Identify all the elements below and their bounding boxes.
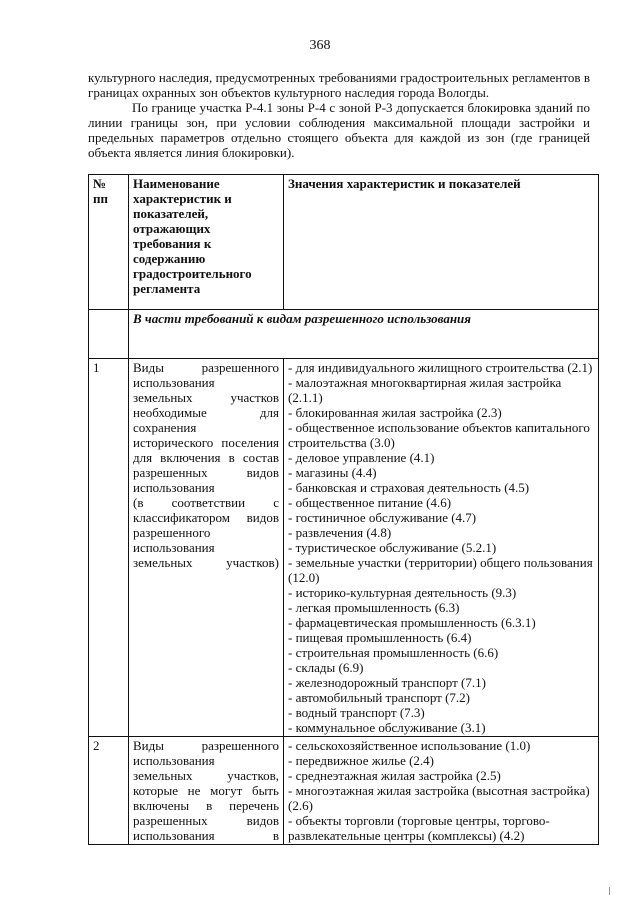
value-item: - туристическое обслуживание (5.2.1) [288, 540, 497, 555]
header-values: Значения характеристик и показателей [284, 175, 599, 310]
row-name-line: использования [133, 480, 215, 495]
value-item: - водный транспорт (7.3) [288, 705, 425, 720]
value-item: - деловое управление (4.1) [288, 450, 435, 465]
row-name-line: включены в перечень [133, 798, 279, 813]
value-item: - магазины (4.4) [288, 465, 377, 480]
value-item: - для индивидуального жилищного строительства (2.1) [288, 360, 593, 375]
section-row [89, 310, 599, 359]
section-title: В части требований к видам разрешенного использования [129, 310, 599, 359]
value-item: - передвижное жилье (2.4) [288, 753, 435, 768]
row-values [284, 737, 599, 845]
intro-paragraph-2: По границе участка Р-4.1 зоны Р-4 с зоной Р-3 допускается блокировка зданий по линии границы зон, при условии соблюдения максимальной площади застройки и предельных параметров отдельно стоящего объекта для каждой из зон (где границей объекта является линия блокировки). [88, 100, 590, 160]
value-item: - гостиничное обслуживание (4.7) [288, 510, 477, 525]
value-item: - общественное питание (4.6) [288, 495, 452, 510]
value-item: - автомобильный транспорт (7.2) [288, 690, 470, 705]
value-item: - легкая промышленность (6.3) [288, 600, 460, 615]
row-name-line: необходимые для [133, 405, 279, 420]
row-name-line: разрешенного [133, 525, 211, 540]
row-name-line: Виды разрешенного [133, 738, 279, 753]
row-num: 2 [89, 737, 129, 845]
row-name-line: (в соответствии с [133, 495, 279, 510]
row-name-line: исторического поселения [133, 435, 279, 450]
table-row [89, 737, 599, 845]
header-num: № пп [89, 175, 129, 310]
value-item: - земельные участки (территории) общего пользования (12.0) [288, 555, 593, 585]
section-empty-cell [89, 310, 129, 359]
row-name-line: разрешенных видов [133, 465, 279, 480]
value-item: - коммунальное обслуживание (3.1) [288, 720, 486, 735]
row-name-line: классификатором видов [133, 510, 279, 525]
value-item: - фармацевтическая промышленность (6.3.1) [288, 615, 536, 630]
value-item: - банковская и страховая деятельность (4.5) [288, 480, 530, 495]
row-name-line: которые не могут быть [133, 783, 279, 798]
table-header-row [89, 175, 599, 310]
row-name [129, 359, 284, 737]
value-item: - развлечения (4.8) [288, 525, 392, 540]
regulation-table [88, 174, 599, 845]
row-name-line: использования [133, 375, 215, 390]
value-item: - блокированная жилая застройка (2.3) [288, 405, 502, 420]
row-name-line: использования [133, 753, 215, 768]
header-name: Наименование характеристик и показателей, отражающих требования к содержанию градостроительного регламента [129, 175, 284, 310]
row-name [129, 737, 284, 845]
table-row [89, 359, 599, 737]
row-name-line: разрешенных видов [133, 813, 279, 828]
row-values [284, 359, 599, 737]
value-item: - многоэтажная жилая застройка (высотная застройка) (2.6) [288, 783, 590, 813]
row-name-line: использования в [133, 828, 279, 843]
value-item: - пищевая промышленность (6.4) [288, 630, 472, 645]
value-item: - историко-культурная деятельность (9.3) [288, 585, 517, 600]
row-name-line: земельных участков [133, 390, 279, 405]
row-num: 1 [89, 359, 129, 737]
row-name-line: Виды разрешенного [133, 360, 279, 375]
row-name-line: сохранения [133, 420, 197, 435]
value-item: - объекты торговли (торговые центры, торгово-развлекательные центры (комплексы) (4.2) [288, 813, 550, 843]
value-item: - железнодорожный транспорт (7.1) [288, 675, 486, 690]
page-number: 368 [309, 38, 331, 53]
value-item: - склады (6.9) [288, 660, 364, 675]
row-name-line: для включения в состав [133, 450, 279, 465]
value-item: - сельскохозяйственное использование (1.0) [288, 738, 531, 753]
intro-text [88, 70, 590, 160]
row-name-line: земельных участков, [133, 768, 279, 783]
value-item: - строительная промышленность (6.6) [288, 645, 499, 660]
value-item: - среднеэтажная жилая застройка (2.5) [288, 768, 501, 783]
row-name-line: использования [133, 540, 215, 555]
scan-edge-mark [609, 887, 610, 895]
value-item: - общественное использование объектов капитального строительства (3.0) [288, 420, 590, 450]
row-name-line: земельных участков) [133, 555, 279, 570]
intro-paragraph-1: культурного наследия, предусмотренных требованиями градостроительных регламентов в границах охранных зон объектов культурного наследия города Вологды. [88, 70, 590, 100]
value-item: - малоэтажная многоквартирная жилая застройка (2.1.1) [288, 375, 562, 405]
